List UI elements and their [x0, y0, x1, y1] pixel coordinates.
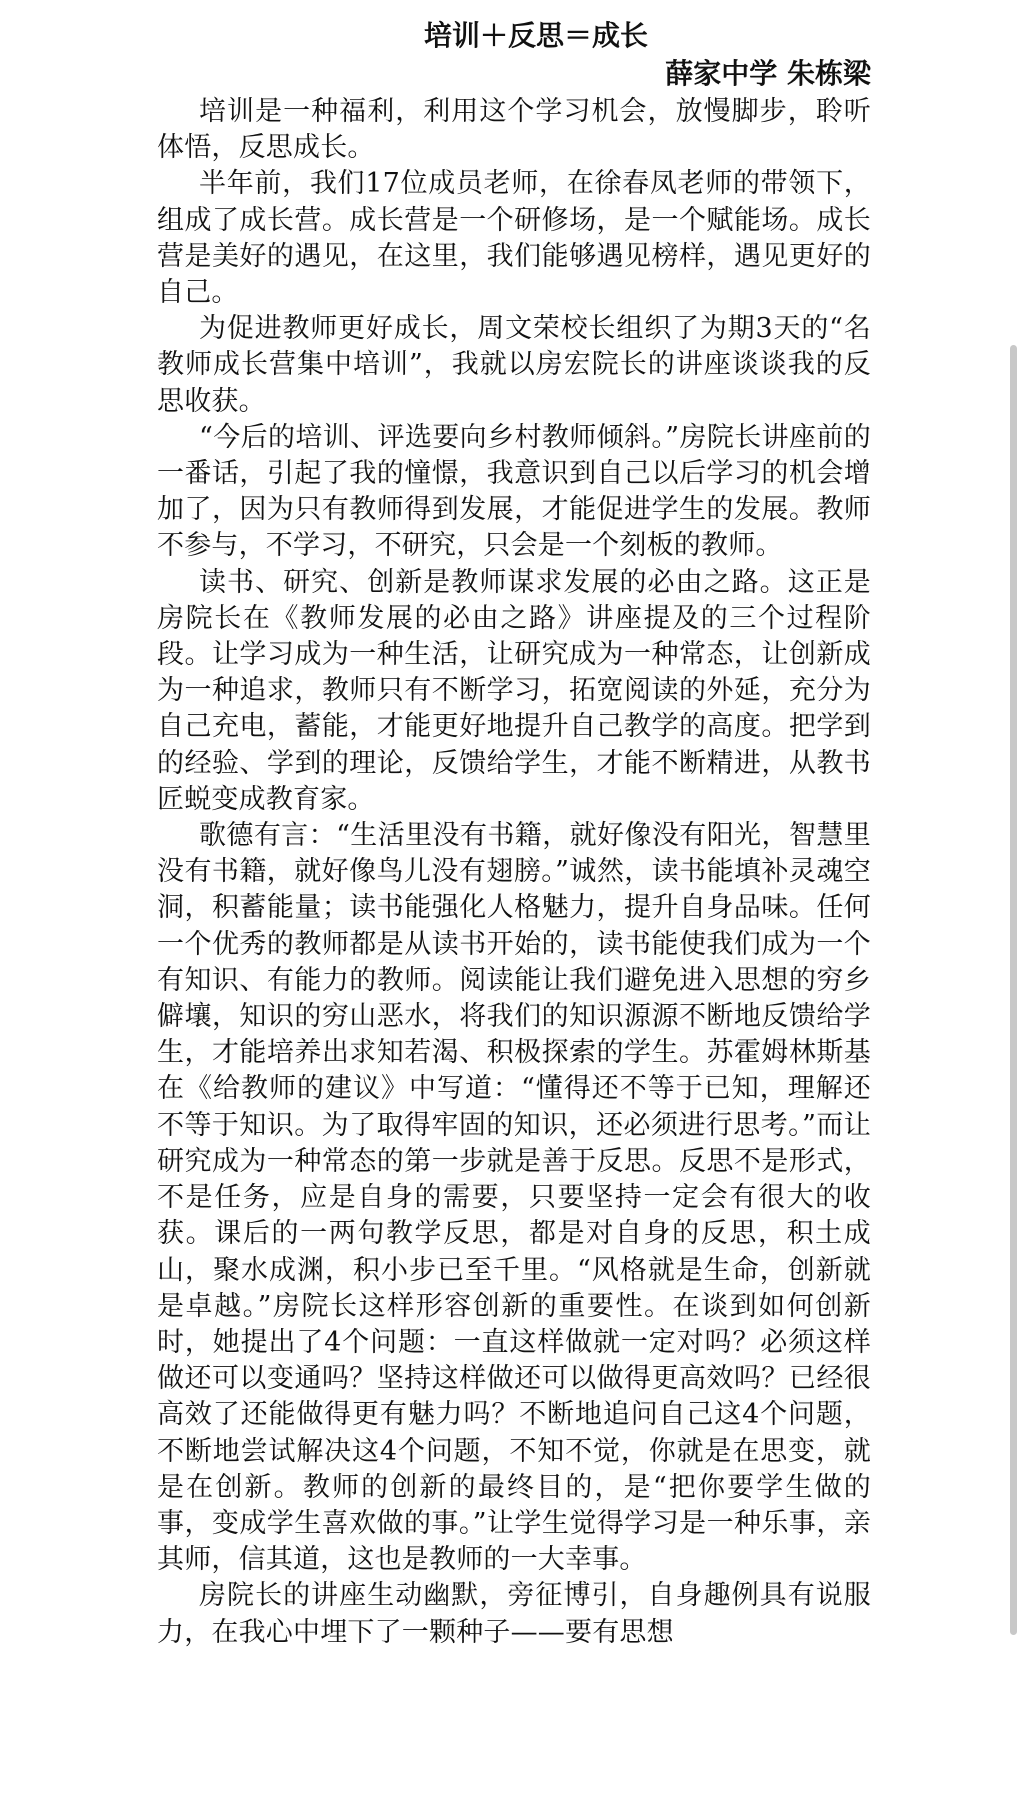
paragraph-5: 读书、研究、创新是教师谋求发展的必由之路。这正是房院长在《教师发展的必由之路》讲座提及的三个过程阶段。让学习成为一种生活，让研究成为一种常态，让创新成为一种追求，教师只有不断学习，拓宽阅读的外延，充分为自己充电，蓄能，才能更好地提升自己教学的高度。把学到的经验、学到的理论，反馈给学生，才能不断精进，从教书匠蜕变成教育家。 — [157, 566, 871, 815]
paragraph-6: 歌德有言：“生活里没有书籍，就好像没有阳光，智慧里没有书籍，就好像鸟儿没有翅膀。”诚然，读书能填补灵魂空洞，积蓄能量；读书能强化人格魅力，提升自身品味。任何一个优秀的教师都是从读书开始的，读书能使我们成为一个有知识、有能力的教师。阅读能让我们避免进入思想的穷乡僻壤，知识的穷山恶水，将我们的知识源源不断地反馈给学生，才能培养出求知若渴、积极探索的学生。苏霍姆林斯基在《给教师的建议》中写道：“懂得还不等于已知，理解还不等于知识。为了取得牢固的知识，还必须进行思考。”而让研究成为一种常态的第一步就是善于反思。反思不是形式，不是任务，应是自身的需要，只要坚持一定会有很大的收获。课后的一两句教学反思，都是对自身的反思，积土成山，聚水成渊，积小步已至千里。“风格就是生命，创新就是卓越。”房院长这样形容创新的重要性。在谈到如何创新时，她提出了4个问题：一直这样做就一定对吗？必须这样做还可以变通吗？坚持这样做还可以做得更高效吗？已经很高效了还能做得更有魅力吗？不断地追问自己这4个问题，不断地尝试解决这4个问题，不知不觉，你就是在思变，就是在创新。教师的创新的最终目的，是“把你要学生做的事，变成学生喜欢做的事。”让学生觉得学习是一种乐事，亲其师，信其道，这也是教师的一大幸事。 — [157, 820, 871, 1576]
paragraph-3: 为促进教师更好成长，周文荣校长组织了为期3天的“名教师成长营集中培训”，我就以房宏院长的讲座谈谈我的反思收获。 — [157, 313, 871, 417]
paragraph-4: “今后的培训、评选要向乡村教师倾斜。”房院长讲座前的一番话，引起了我的憧憬，我意识到自己以后学习的机会增加了，因为只有教师得到发展，才能促进学生的发展。教师不参与，不学习，不研究，只会是一个刻板的教师。 — [157, 421, 871, 562]
paragraph-7: 房院长的讲座生动幽默，旁征博引，自身趣例具有说服力，在我心中埋下了一颗种子——要有思想 — [157, 1580, 871, 1648]
vertical-scrollbar[interactable] — [1010, 345, 1017, 1635]
paragraph-2: 半年前，我们17位成员老师，在徐春凤老师的带领下，组成了成长营。成长营是一个研修场，是一个赋能场。成长营是美好的遇见，在这里，我们能够遇见榜样，遇见更好的自己。 — [157, 168, 871, 309]
article — [157, 16, 871, 1651]
author-byline: 薛家中学 朱栋梁 — [665, 57, 871, 90]
paragraph-1: 培训是一种福利，利用这个学习机会，放慢脚步，聆听体悟，反思成长。 — [157, 96, 871, 164]
article-title: 培训＋反思＝成长 — [423, 19, 648, 52]
